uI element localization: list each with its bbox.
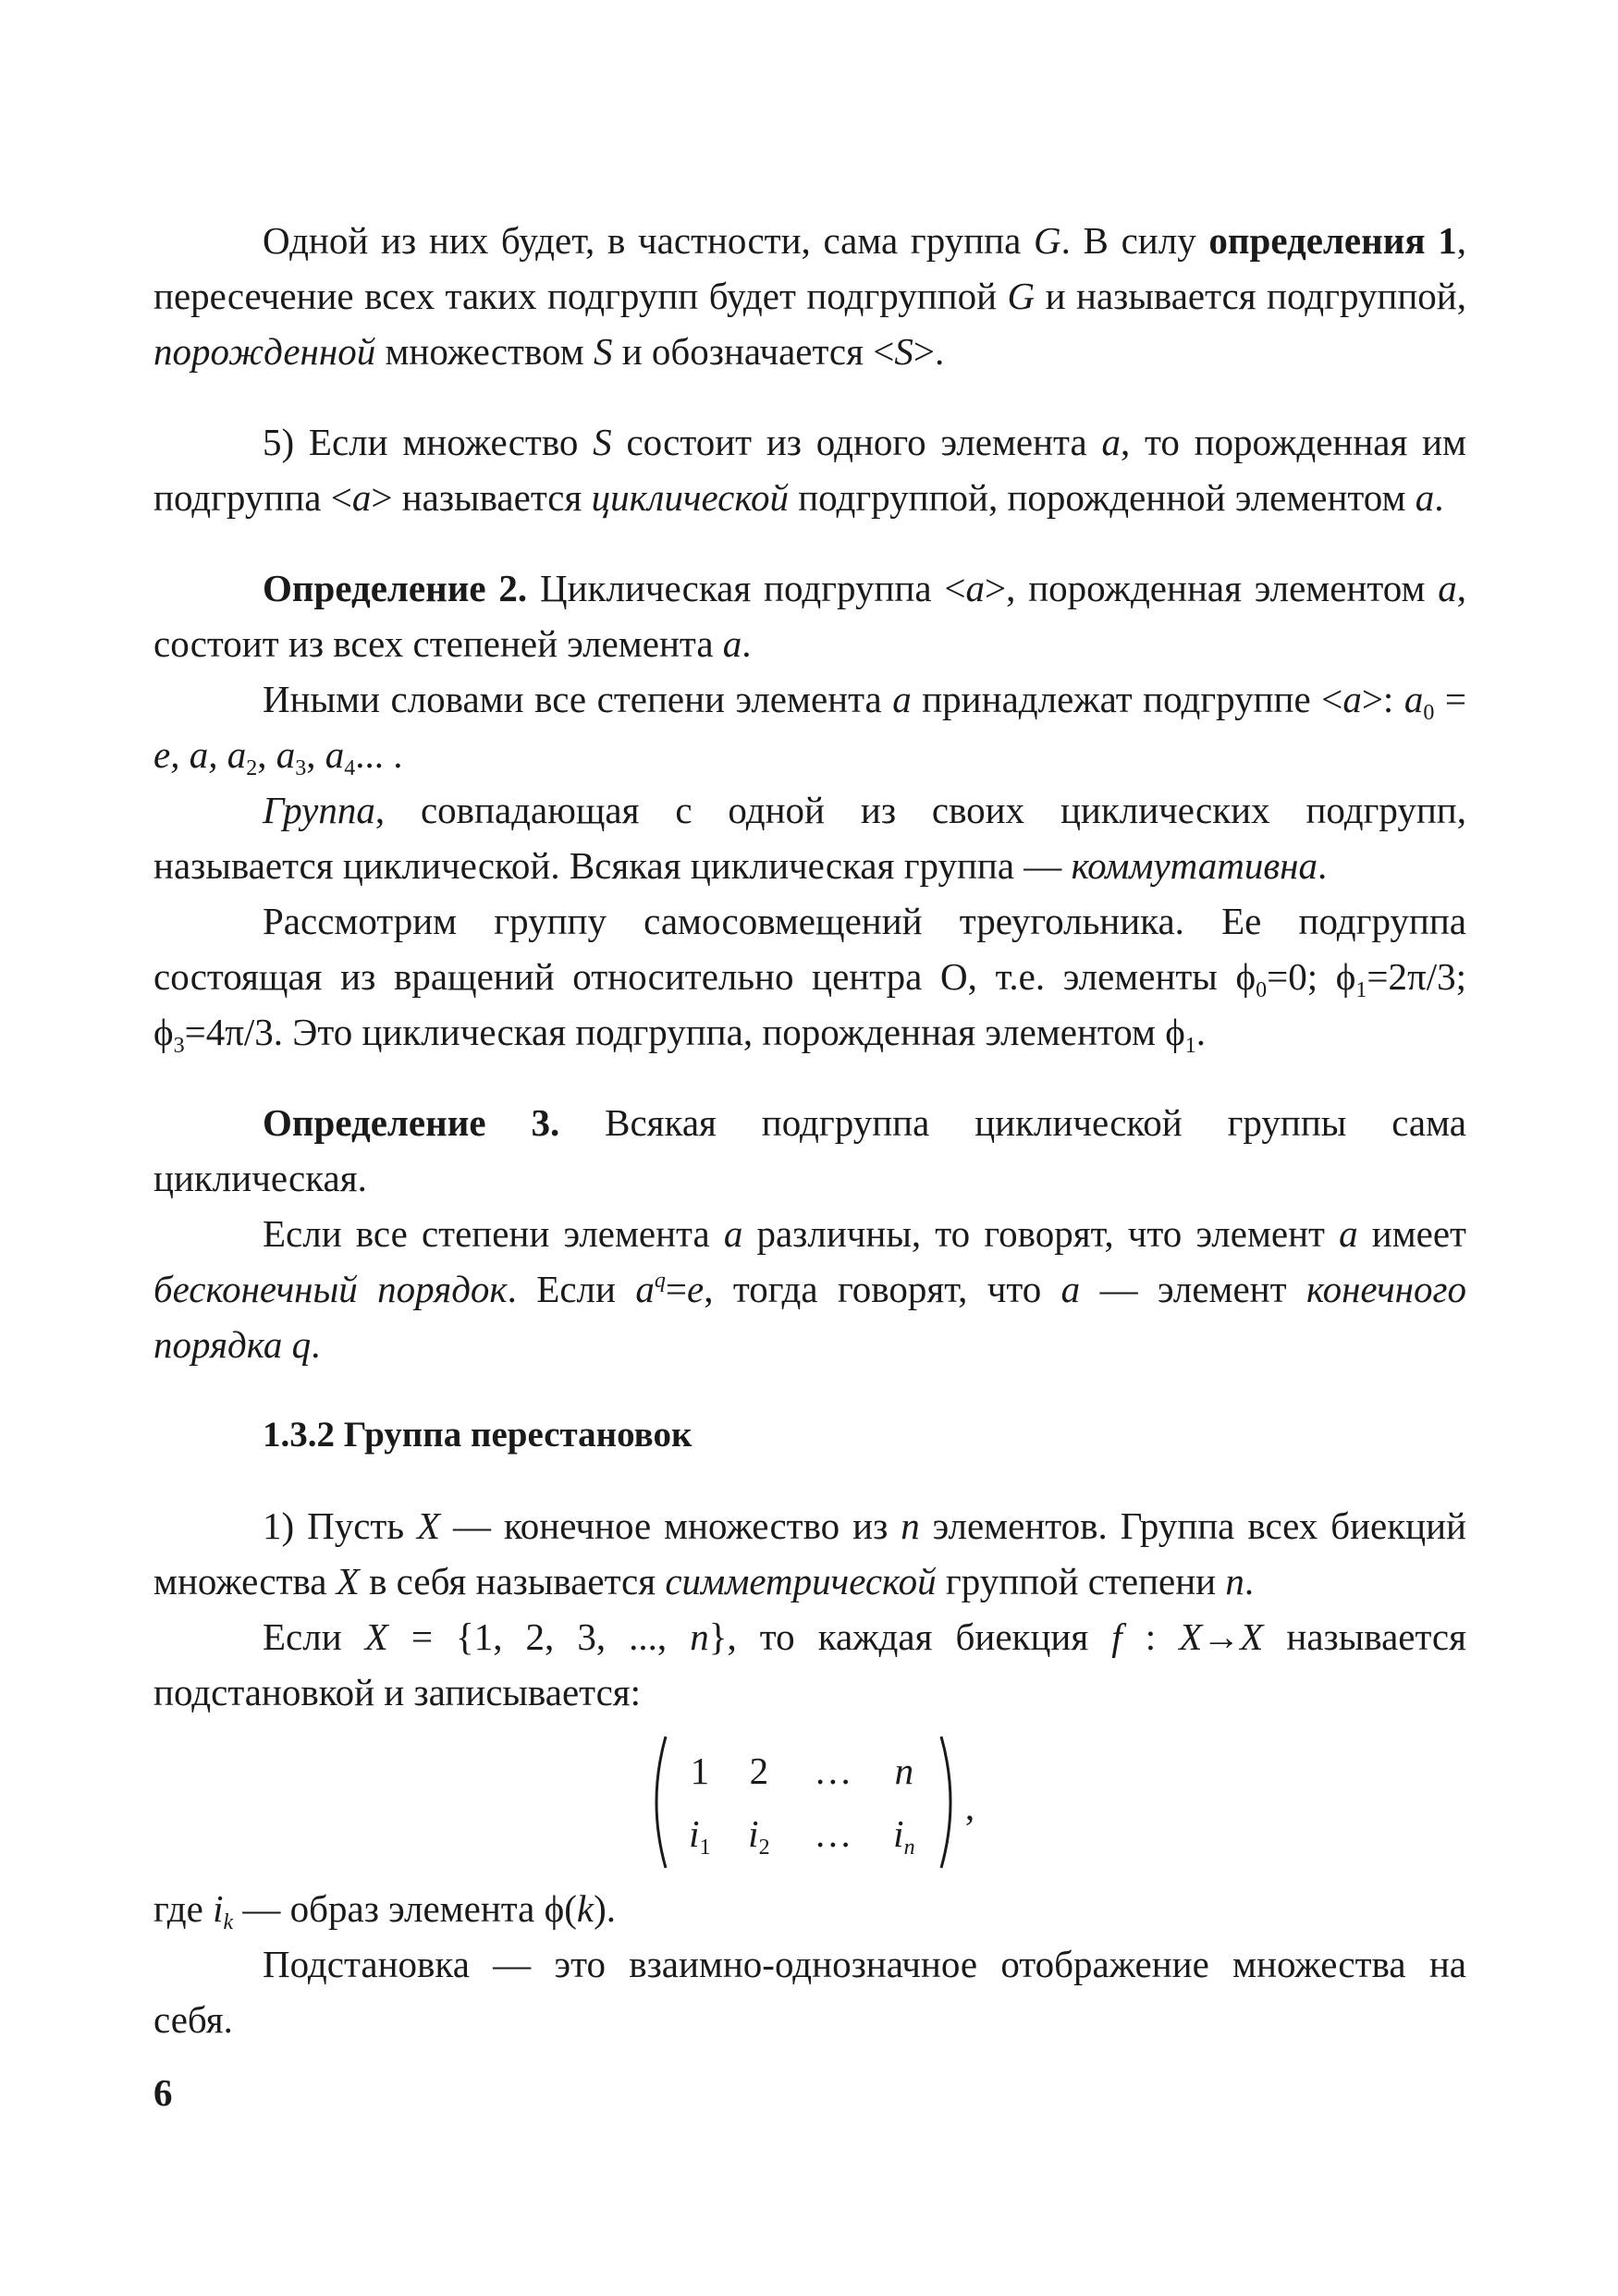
matrix-grid <box>673 1743 934 1861</box>
matrix-bottom-1: $i_1$ <box>689 1812 711 1860</box>
matrix-top-3: … <box>814 1750 852 1792</box>
paragraph-powers: Иными словами все степени элемента a принадлежат подгруппе <a>: $a_0 = e$, a, $a_2$, $a_3$, $a_4$... . <box>153 678 1467 780</box>
paragraph-substitution-definition: Подстановка — это взаимно-однозначное отображение множества на себя. <box>153 1943 1466 2041</box>
matrix-bottom-3: … <box>814 1812 852 1855</box>
paragraph-image-of-element: где $i_k$ — образ элемента ϕ(k). <box>153 1887 616 1934</box>
matrix-top-4: n <box>894 1750 914 1792</box>
paragraph-1: Одной из них будет, в частности, сама группа G. В силу определения 1, пересечение всех таких подгрупп будет подгруппой G и называется подгруппой, порожденной множеством S и обозначается <S>. <box>153 219 1467 373</box>
matrix-top-1: 1 <box>690 1750 710 1792</box>
paragraph-substitution: Если X = {1, 2, 3, ..., n}, то каждая биекция f : X→X называется подстановкой и записывается: <box>153 1615 1466 1713</box>
matrix-bottom-4: $i_n$ <box>893 1812 915 1860</box>
definition-2: Определение 2. Циклическая подгруппа <a>, порожденная элементом a, состоит из всех степеней элемента a. <box>153 567 1466 665</box>
matrix-trailing-comma: , <box>964 1786 975 1828</box>
matrix-bottom-2: $i_2$ <box>748 1812 770 1860</box>
paragraph-order: Если все степени элемента a различны, то говорят, что элемент a имеет бесконечный порядок. Если $a^q=e$, тогда говорят, что a — элемент конечного порядка q. <box>153 1212 1466 1366</box>
permutation-matrix <box>153 1733 1466 1872</box>
page-number: 6 <box>153 2071 173 2114</box>
left-paren-icon <box>645 1733 669 1872</box>
paragraph-triangle: Рассмотрим группу самосовмещений треугольника. Ее подгруппа состоящая из вращений относительно центра О, т.е. элементы $\phi_0=0$; $\phi_1=2\pi/3$; $\phi_3=4\pi/3$. Это циклическая подгруппа, порожденная элементом $\phi_1$. <box>153 900 1466 1058</box>
section-heading: 1.3.2 Группа перестановок <box>263 1415 693 1455</box>
definition-3: Определение 3. Всякая подгруппа циклической группы сама циклическая. <box>153 1101 1466 1199</box>
page-body <box>153 213 1466 2047</box>
paragraph-symmetric-group: 1) Пусть X — конечное множество из n элементов. Группа всех биекций множества X в себя называется симметрической группой степени n. <box>153 1504 1466 1602</box>
right-paren-icon <box>938 1733 962 1872</box>
matrix-top-2: 2 <box>749 1750 769 1792</box>
paragraph-2: 5) Если множество S состоит из одного элемента a, то порожденная им подгруппа <a> называется циклической подгруппой, порожденной элементом a. <box>153 421 1466 519</box>
paragraph-cyclic-group: Группа, совпадающая с одной из своих циклических подгрупп, называется циклической. Всякая циклическая группа — коммутативна. <box>153 789 1466 887</box>
